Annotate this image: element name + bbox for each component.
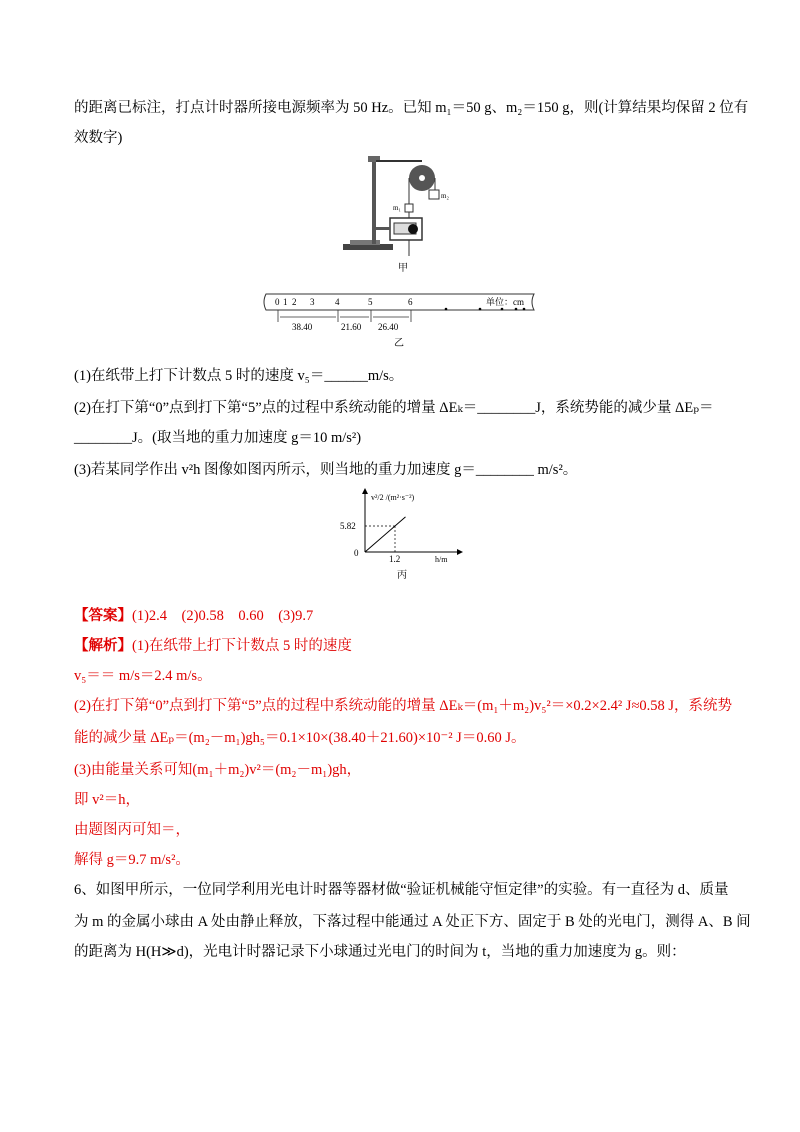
mass-m2 <box>429 190 439 199</box>
paper-tape-figure <box>258 290 540 350</box>
tape-dot-label: 2 <box>292 297 297 307</box>
tape-dot <box>501 308 504 311</box>
tape-dot-label: 1 <box>283 297 288 307</box>
analysis-tag: 【解析】 <box>74 638 132 654</box>
tape-dot <box>479 308 482 311</box>
problem-6-line-2: 为 m 的金属小球由 A 处由静止释放，下落过程中能通过 A 处正下方、固定于 B 处的光电门，测得 A、B 间 <box>74 914 751 930</box>
data-line <box>365 517 406 552</box>
tape-dot-label: 0 <box>275 297 280 307</box>
analysis-line-4: 能的减少量 ΔEₚ＝(m₂－m₁)gh₅＝0.1×10×(38.40＋21.60)×10⁻² J＝0.60 J。 <box>74 730 526 746</box>
x-tick-label: 1.2 <box>389 554 401 564</box>
analysis-line-5: (3)由能量关系可知(m₁＋m₂)v²＝(m₂－m₁)gh， <box>74 762 362 778</box>
y-axis-label: v²/2 /(m²·s⁻²) <box>371 493 415 502</box>
problem-6-line-1: 6、如图甲所示，一位同学利用光电计时器等器材做“验证机械能守恒定律”的实验。有一直径为 d、质量 <box>74 882 729 898</box>
analysis-line-8: 解得 g＝9.7 m/s²。 <box>74 852 190 868</box>
question-2-line-2: ________J。(取当地的重力加速度 g＝10 m/s²) <box>74 430 362 446</box>
tape-dot <box>445 308 448 311</box>
timer-knob <box>408 224 418 234</box>
tape-dot-label: 5 <box>368 297 373 307</box>
label-m2: m₂ <box>441 192 449 200</box>
caption-jia: 甲 <box>398 263 408 274</box>
answer-tag: 【答案】 <box>74 608 132 624</box>
y-axis-arrow <box>362 488 368 494</box>
distance-label: 21.60 <box>341 322 362 332</box>
apparatus-figure <box>340 152 460 274</box>
distance-label: 26.40 <box>378 322 399 332</box>
analysis-line-2: v₅＝＝ m/s＝2.4 m/s。 <box>74 668 212 684</box>
mass-m1 <box>405 204 413 212</box>
distance-label: 38.40 <box>292 322 313 332</box>
tape-dot <box>523 308 526 311</box>
origin-label: 0 <box>354 548 359 558</box>
question-3: (3)若某同学作出 v²h 图像如图丙所示，则当地的重力加速度 g＝________ m/s²。 <box>74 462 578 478</box>
answer-line <box>74 606 734 626</box>
x-axis-label: h/m <box>435 555 448 564</box>
answer-text: (1)2.4 (2)0.58 0.60 (3)9.7 <box>132 608 314 624</box>
y-tick-label: 5.82 <box>340 521 356 531</box>
analysis-line-7: 由题图丙可知＝， <box>74 822 190 838</box>
question-2-line-1: (2)在打下第“0”点到打下第“5”点的过程中系统动能的增量 ΔEₖ＝________J，系统势能的减少量 ΔEₚ＝ <box>74 400 714 416</box>
timer-clamp <box>376 227 390 230</box>
intro-line-2: 效数字) <box>74 130 123 146</box>
tape-dot-label: 3 <box>310 297 315 307</box>
tape-dot-label: 6 <box>408 297 413 307</box>
v2-h-chart <box>325 486 465 582</box>
intro-line-1: 的距离已标注，打点计时器所接电源频率为 50 Hz。已知 m₁＝50 g、m₂＝150 g，则(计算结果均保留 2 位有 <box>74 100 749 116</box>
analysis-line-3: (2)在打下第“0”点到打下第“5”点的过程中系统动能的增量 ΔEₖ＝(m₁＋m₂)v₅²＝×0.2×2.4² J≈0.58 J，系统势 <box>74 698 733 714</box>
problem-6-line-3: 的距离为 H(H≫d)，光电计时器记录下小球通过光电门的时间为 t，当地的重力加速度为 g。则： <box>74 944 686 960</box>
pulley-axle <box>419 175 425 181</box>
question-1: (1)在纸带上打下计数点 5 时的速度 v₅＝______m/s。 <box>74 368 404 384</box>
tape-dot-label: 4 <box>335 297 340 307</box>
tape-unit: 单位：cm <box>486 297 524 307</box>
analysis-line-1 <box>74 636 734 656</box>
stand-rod <box>372 158 376 244</box>
label-m1: m₁ <box>393 204 401 212</box>
caption-yi: 乙 <box>394 338 404 349</box>
caption-bing: 丙 <box>397 570 407 581</box>
analysis-line-6: 即 v²＝h， <box>74 792 140 808</box>
analysis-text-1: (1)在纸带上打下计数点 5 时的速度 <box>132 638 352 654</box>
x-axis-arrow <box>457 549 463 555</box>
tape-dot <box>515 308 518 311</box>
